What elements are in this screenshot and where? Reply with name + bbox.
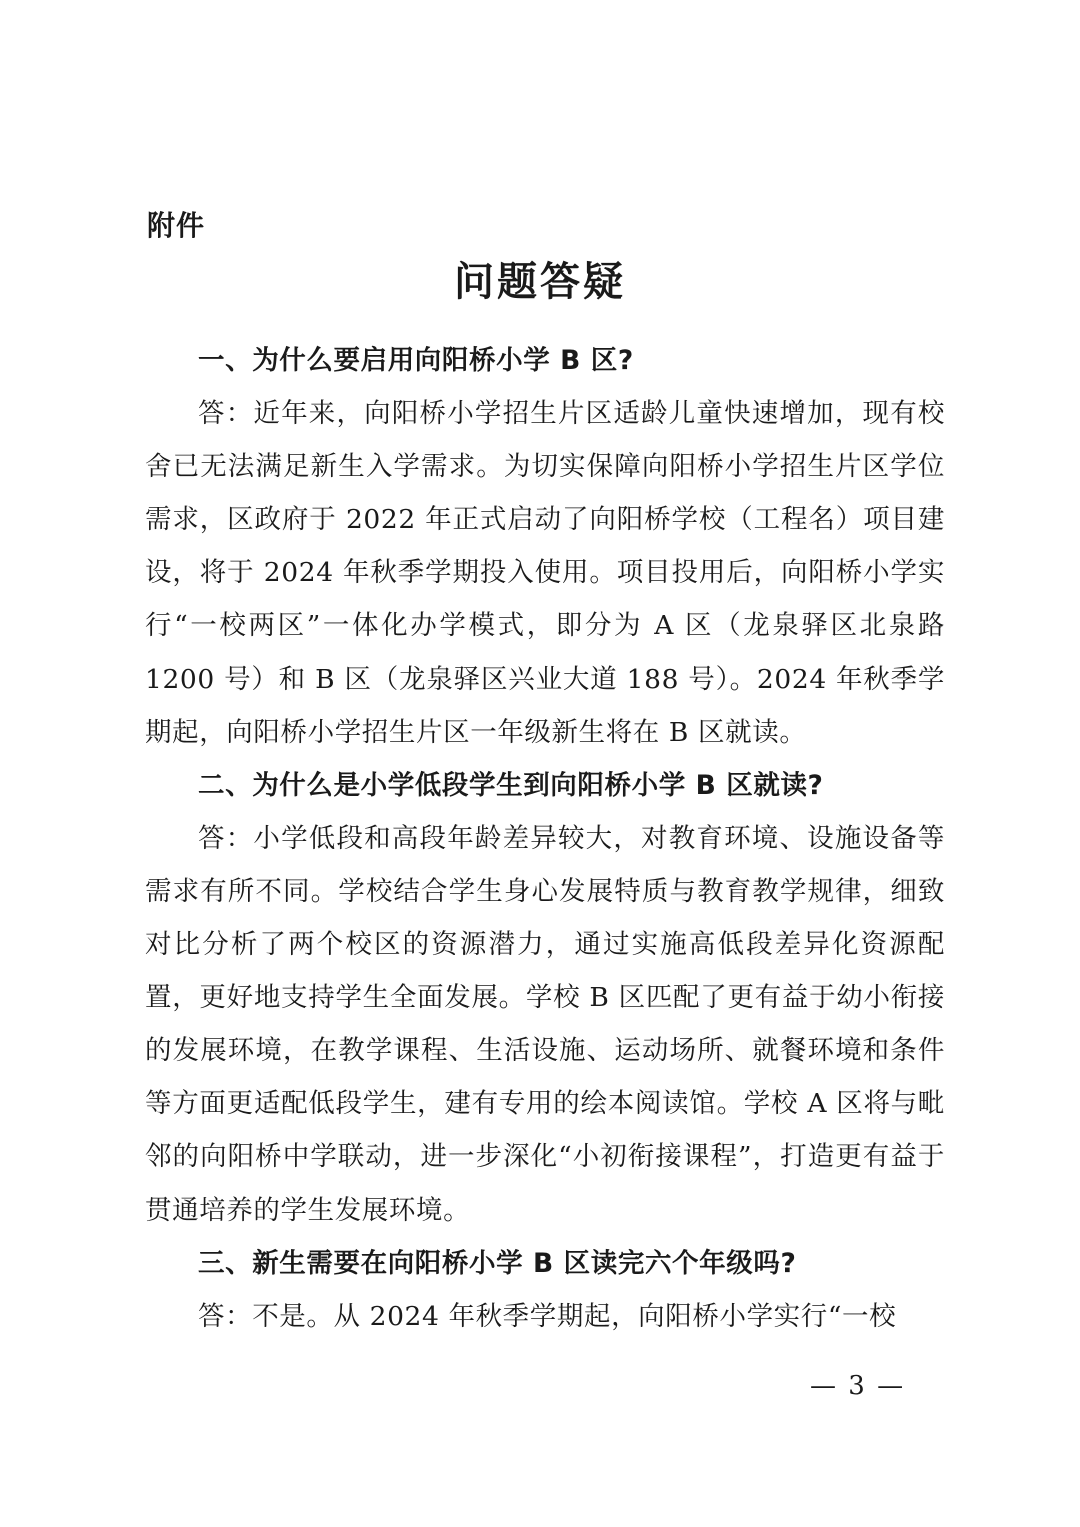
answer-paragraph-1: 答：近年来，向阳桥小学招生片区适龄儿童快速增加，现有校舍已无法满足新生入学需求。为切实保障向阳桥小学招生片区学位需求，区政府于 2022 年正式启动了向阳桥学校（工程名）项目建设，将于 2024 年秋季学期投入使用。项目投用后，向阳桥小学实行“一校两区”一体化办学模式，即分为 A 区（龙泉驿区北泉路 1200 号）和 B 区（龙泉驿区兴业大道 188 号）。2024 年秋季学期起，向阳桥小学招生片区一年级新生将在 B 区就读。: [145, 398, 945, 748]
document-body: [145, 334, 945, 1343]
question-heading-2: 二、为什么是小学低段学生到向阳桥小学 B 区就读?: [198, 769, 824, 801]
attachment-label: 附件: [147, 209, 206, 242]
answer-paragraph-2: 答：小学低段和高段年龄差异较大，对教育环境、设施设备等需求有所不同。学校结合学生身心发展特质与教育教学规律，细致对比分析了两个校区的资源潜力，通过实施高低段差异化资源配置，更好地支持学生全面发展。学校 B 区匹配了更有益于幼小衔接的发展环境，在教学课程、生活设施、运动场所、就餐环境和条件等方面更适配低段学生，建有专用的绘本阅读馆。学校 A 区将与毗邻的向阳桥中学联动，进一步深化“小初衔接课程”，打造更有益于贯通培养的学生发展环境。: [145, 822, 945, 1226]
question-heading-1: 一、为什么要启用向阳桥小学 B 区?: [198, 345, 634, 376]
document-title: 问题答疑: [454, 258, 626, 305]
question-heading-3: 三、新生需要在向阳桥小学 B 区读完六个年级吗?: [198, 1247, 797, 1279]
page-number: — 3 —: [810, 1371, 906, 1401]
answer-paragraph-3: 答：不是。从 2024 年秋季学期起，向阳桥小学实行“一校: [198, 1300, 897, 1332]
